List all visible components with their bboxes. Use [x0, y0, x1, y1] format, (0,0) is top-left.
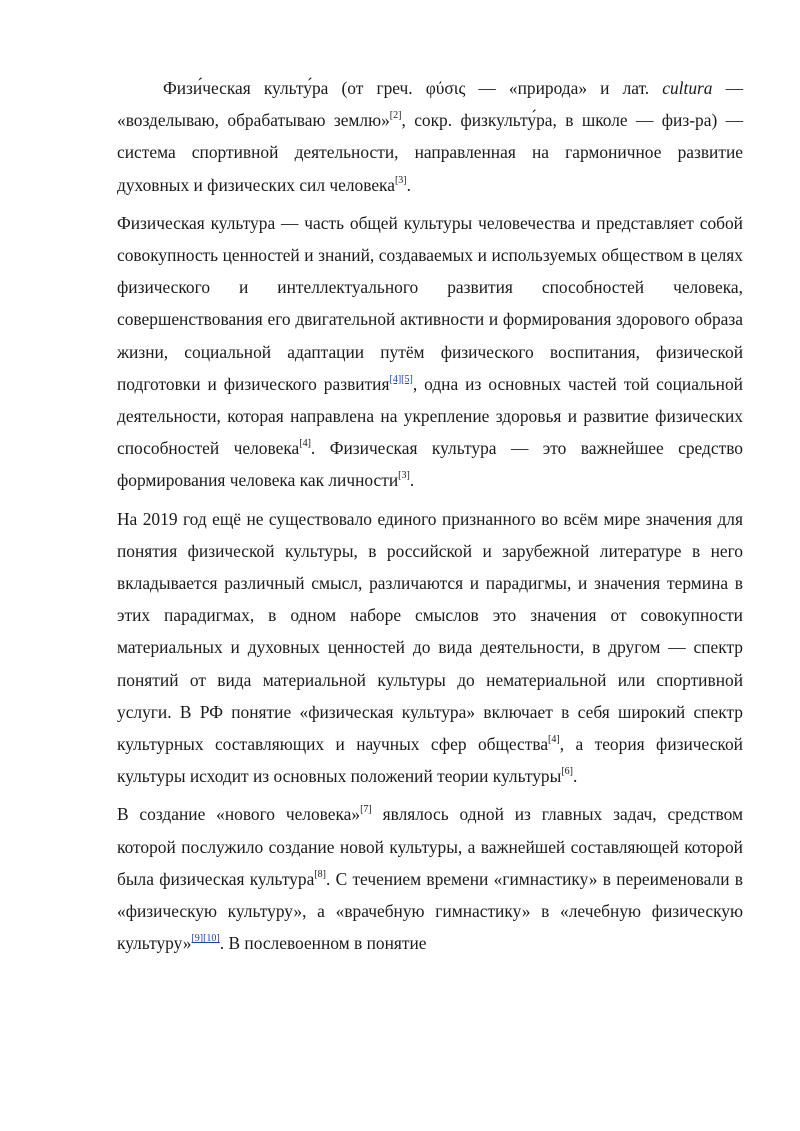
footnote-ref: [6] — [561, 766, 573, 778]
paragraph-4 — [117, 798, 743, 959]
text-run: , сокр. физкульту́ра, в школе — физ-ра) — система спортивной деятельности, направленная на гармоничное развитие духовных и физических сил человека — [117, 110, 744, 195]
document-page — [117, 72, 743, 965]
text-run: , одна из основных частей той социальной деятельности, которая направлена на укрепление здоровья и развитие физических способностей человека — [117, 373, 743, 459]
footnote-ref: [8] — [314, 868, 326, 880]
text-run: . — [409, 470, 415, 491]
text-run: На 2019 год ещё не существовало единого признанного во всём мире значения для понятия физической культуры, в российской и зарубежной литературе в него вкладывается различный смысл, различаются и парадигмы, и значения термина в этих парадигмах, в одном наборе смыслов это значения от совокупности материальных и духовных ценностей до вида деятельности, в другом — спектр понятий от вида материальной культуры до нематериальной или спортивной услуги. В РФ понятие «физическая культура» включает в себя широкий спектр культурных составляющих и научных сфер общества — [117, 508, 743, 755]
paragraph-1 — [117, 72, 743, 201]
text-run: являлось одной из главных задач, средством которой послужило создание новой культуры, а важнейшей составляющей которой была физическая культура — [117, 804, 743, 889]
footnote-ref: [3] — [398, 470, 410, 482]
footnote-ref: [7] — [360, 804, 372, 816]
text-run: Физическая культура — часть общей культуры человечества и представляет собой совокупность ценностей и знаний, создаваемых и используемых обществом в целях физического и интеллектуального развития способностей человека, совершенствования его двигательной активности и формирования здорового образа жизни, социальной адаптации путём физического воспитания, физической подготовки и физического развития — [117, 212, 743, 394]
text-run: — «возделываю, обрабатываю землю» — [117, 78, 743, 131]
footnote-ref: [4] — [299, 438, 311, 450]
text-run: . В послевоенном в понятие — [219, 933, 427, 954]
italic-term: cultura — [662, 78, 713, 98]
text-run: . — [572, 766, 578, 787]
text-run: . С течением времени «гимнастику» в переименовали в «физическую культуру», а «врачебную гимнастику» в «лечебную физическую культуру» — [117, 868, 743, 954]
footnote-link[interactable]: [4][5] — [389, 373, 413, 385]
footnote-ref: [3] — [394, 174, 407, 186]
text-run: Физи́ческая культу́ра (от греч. φύσις — «природа» и лат. — [163, 78, 663, 98]
text-run: , а теория физической культуры исходит из основных положений теории культуры — [117, 734, 743, 787]
text-run: В создание «нового человека» — [117, 804, 361, 825]
footnote-ref: [2] — [389, 110, 402, 122]
text-run: . — [406, 174, 411, 195]
footnote-ref: [4] — [548, 734, 560, 746]
footnote-link[interactable]: [9][10] — [191, 933, 220, 945]
paragraph-2 — [117, 207, 743, 497]
paragraph-3 — [117, 503, 743, 793]
text-run: . Физическая культура — это важнейшее средство формирования человека как личности — [117, 438, 743, 491]
